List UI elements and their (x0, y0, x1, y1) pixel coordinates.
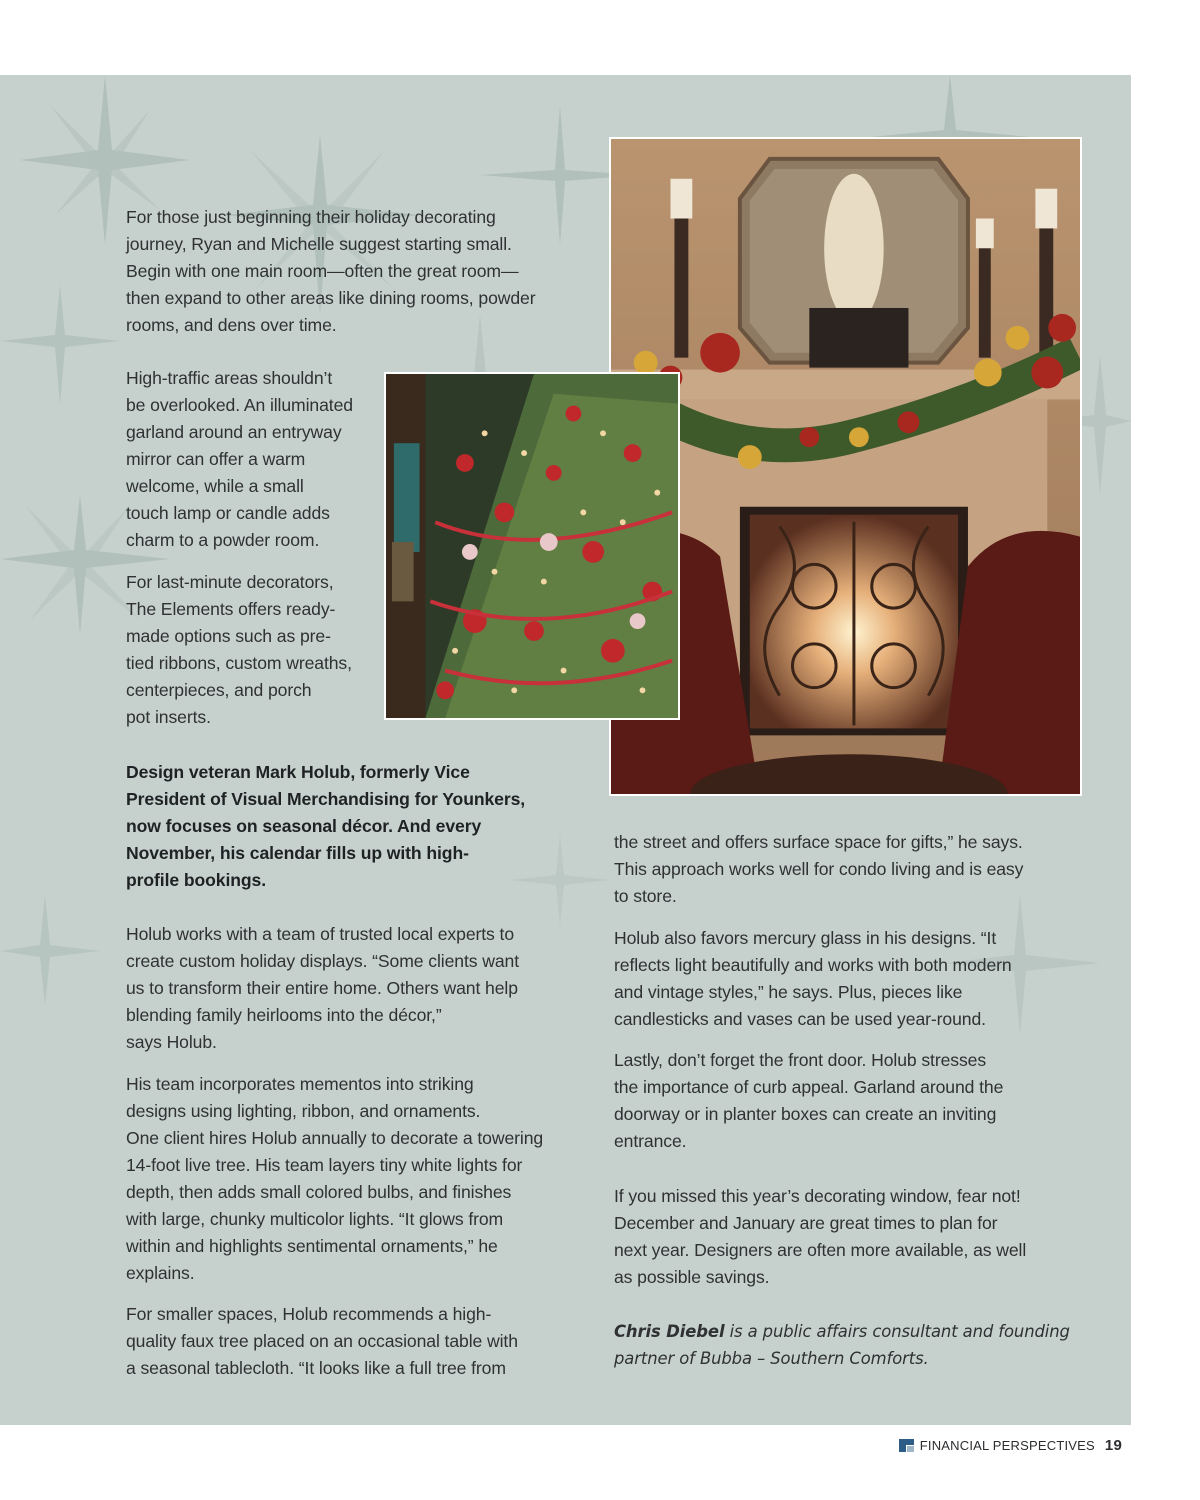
missed-line-1: If you missed this year’s decorating window, fear not! (614, 1186, 1021, 1206)
publication-logo-icon (899, 1439, 914, 1452)
mementos-line-2: designs using lighting, ribbon, and ornaments. (126, 1101, 481, 1121)
mementos-line-3: One client hires Holub annually to decorate a towering (126, 1128, 544, 1148)
mementos-line-5: depth, then adds small colored bulbs, and finishes (126, 1182, 512, 1202)
team-line-2: create custom holiday displays. “Some clients want (126, 951, 519, 971)
door-line-2: the importance of curb appeal. Garland around the (614, 1077, 1004, 1097)
team-line-1: Holub works with a team of trusted local experts to (126, 924, 515, 944)
traffic-line-4: mirror can offer a warm (126, 449, 306, 469)
callout-line-3: now focuses on seasonal décor. And every (126, 816, 482, 836)
last-minute-line-5: centerpieces, and porch (126, 680, 312, 700)
publication-name: FINANCIAL PERSPECTIVES (919, 1438, 1095, 1453)
mementos-line-8: explains. (126, 1263, 195, 1283)
street-line-1: the street and offers surface space for gifts,” he says. (614, 832, 1023, 852)
christmas-tree-photo (384, 372, 680, 720)
smaller-line-2: quality faux tree placed on an occasional table with (126, 1331, 518, 1351)
author-name: Chris Diebel (614, 1322, 725, 1341)
street-line-3: to store. (614, 886, 677, 906)
mercury-line-4: candlesticks and vases can be used year-round. (614, 1009, 986, 1029)
team-line-5: says Holub. (126, 1032, 217, 1052)
author-bio-text: is a public affairs consultant and founding (724, 1322, 1070, 1341)
page-number: 19 (1104, 1437, 1122, 1454)
intro-line-3: Begin with one main room—often the great room— (126, 261, 519, 281)
mementos-line-1: His team incorporates mementos into striking (126, 1074, 474, 1094)
traffic-line-5: welcome, while a small (126, 476, 304, 496)
mementos-line-4: 14-foot live tree. His team layers tiny white lights for (126, 1155, 523, 1175)
mercury-line-2: reflects light beautifully and works with both modern (614, 955, 1012, 975)
last-minute-line-3: made options such as pre- (126, 626, 331, 646)
callout-line-4: November, his calendar fills up with high- (126, 843, 469, 863)
team-line-4: blending family heirlooms into the décor,” (126, 1005, 442, 1025)
intro-line-1: For those just beginning their holiday decorating (126, 207, 496, 227)
door-line-1: Lastly, don’t forget the front door. Holub stresses (614, 1050, 987, 1070)
last-minute-line-1: For last-minute decorators, (126, 572, 334, 592)
missed-line-3: next year. Designers are often more available, as well (614, 1240, 1027, 1260)
callout-line-5: profile bookings. (126, 870, 267, 890)
author-bio-line-1 (614, 1318, 1070, 1345)
callout-line-2: President of Visual Merchandising for Younkers, (126, 789, 526, 809)
traffic-line-7: charm to a powder room. (126, 530, 320, 550)
mementos-line-7: within and highlights sentimental ornaments,” he (126, 1236, 498, 1256)
page-footer (899, 1437, 1122, 1454)
intro-line-4: then expand to other areas like dining rooms, powder (126, 288, 536, 308)
street-line-2: This approach works well for condo living and is easy (614, 859, 1024, 879)
mercury-line-1: Holub also favors mercury glass in his designs. “It (614, 928, 997, 948)
missed-line-4: as possible savings. (614, 1267, 770, 1287)
intro-line-5: rooms, and dens over time. (126, 315, 337, 335)
smaller-line-1: For smaller spaces, Holub recommends a high- (126, 1304, 492, 1324)
traffic-line-2: be overlooked. An illuminated (126, 395, 353, 415)
mementos-line-6: with large, chunky multicolor lights. “It glows from (126, 1209, 504, 1229)
last-minute-line-6: pot inserts. (126, 707, 211, 727)
traffic-line-3: garland around an entryway (126, 422, 342, 442)
smaller-line-3: a seasonal tablecloth. “It looks like a full tree from (126, 1358, 506, 1378)
article-panel (0, 75, 1131, 1425)
traffic-line-6: touch lamp or candle adds (126, 503, 330, 523)
door-line-4: entrance. (614, 1131, 687, 1151)
tree-illustration (386, 374, 678, 718)
traffic-line-1: High-traffic areas shouldn’t (126, 368, 333, 388)
last-minute-line-2: The Elements offers ready- (126, 599, 336, 619)
last-minute-line-4: tied ribbons, custom wreaths, (126, 653, 352, 673)
fireplace-illustration (611, 139, 1080, 794)
door-line-3: doorway or in planter boxes can create an inviting (614, 1104, 997, 1124)
callout-line-1: Design veteran Mark Holub, formerly Vice (126, 762, 470, 782)
mercury-line-3: and vintage styles,” he says. Plus, pieces like (614, 982, 963, 1002)
author-bio-line-2: partner of Bubba – Southern Comforts. (614, 1349, 929, 1368)
team-line-3: us to transform their entire home. Others want help (126, 978, 518, 998)
intro-line-2: journey, Ryan and Michelle suggest starting small. (126, 234, 512, 254)
missed-line-2: December and January are great times to plan for (614, 1213, 998, 1233)
